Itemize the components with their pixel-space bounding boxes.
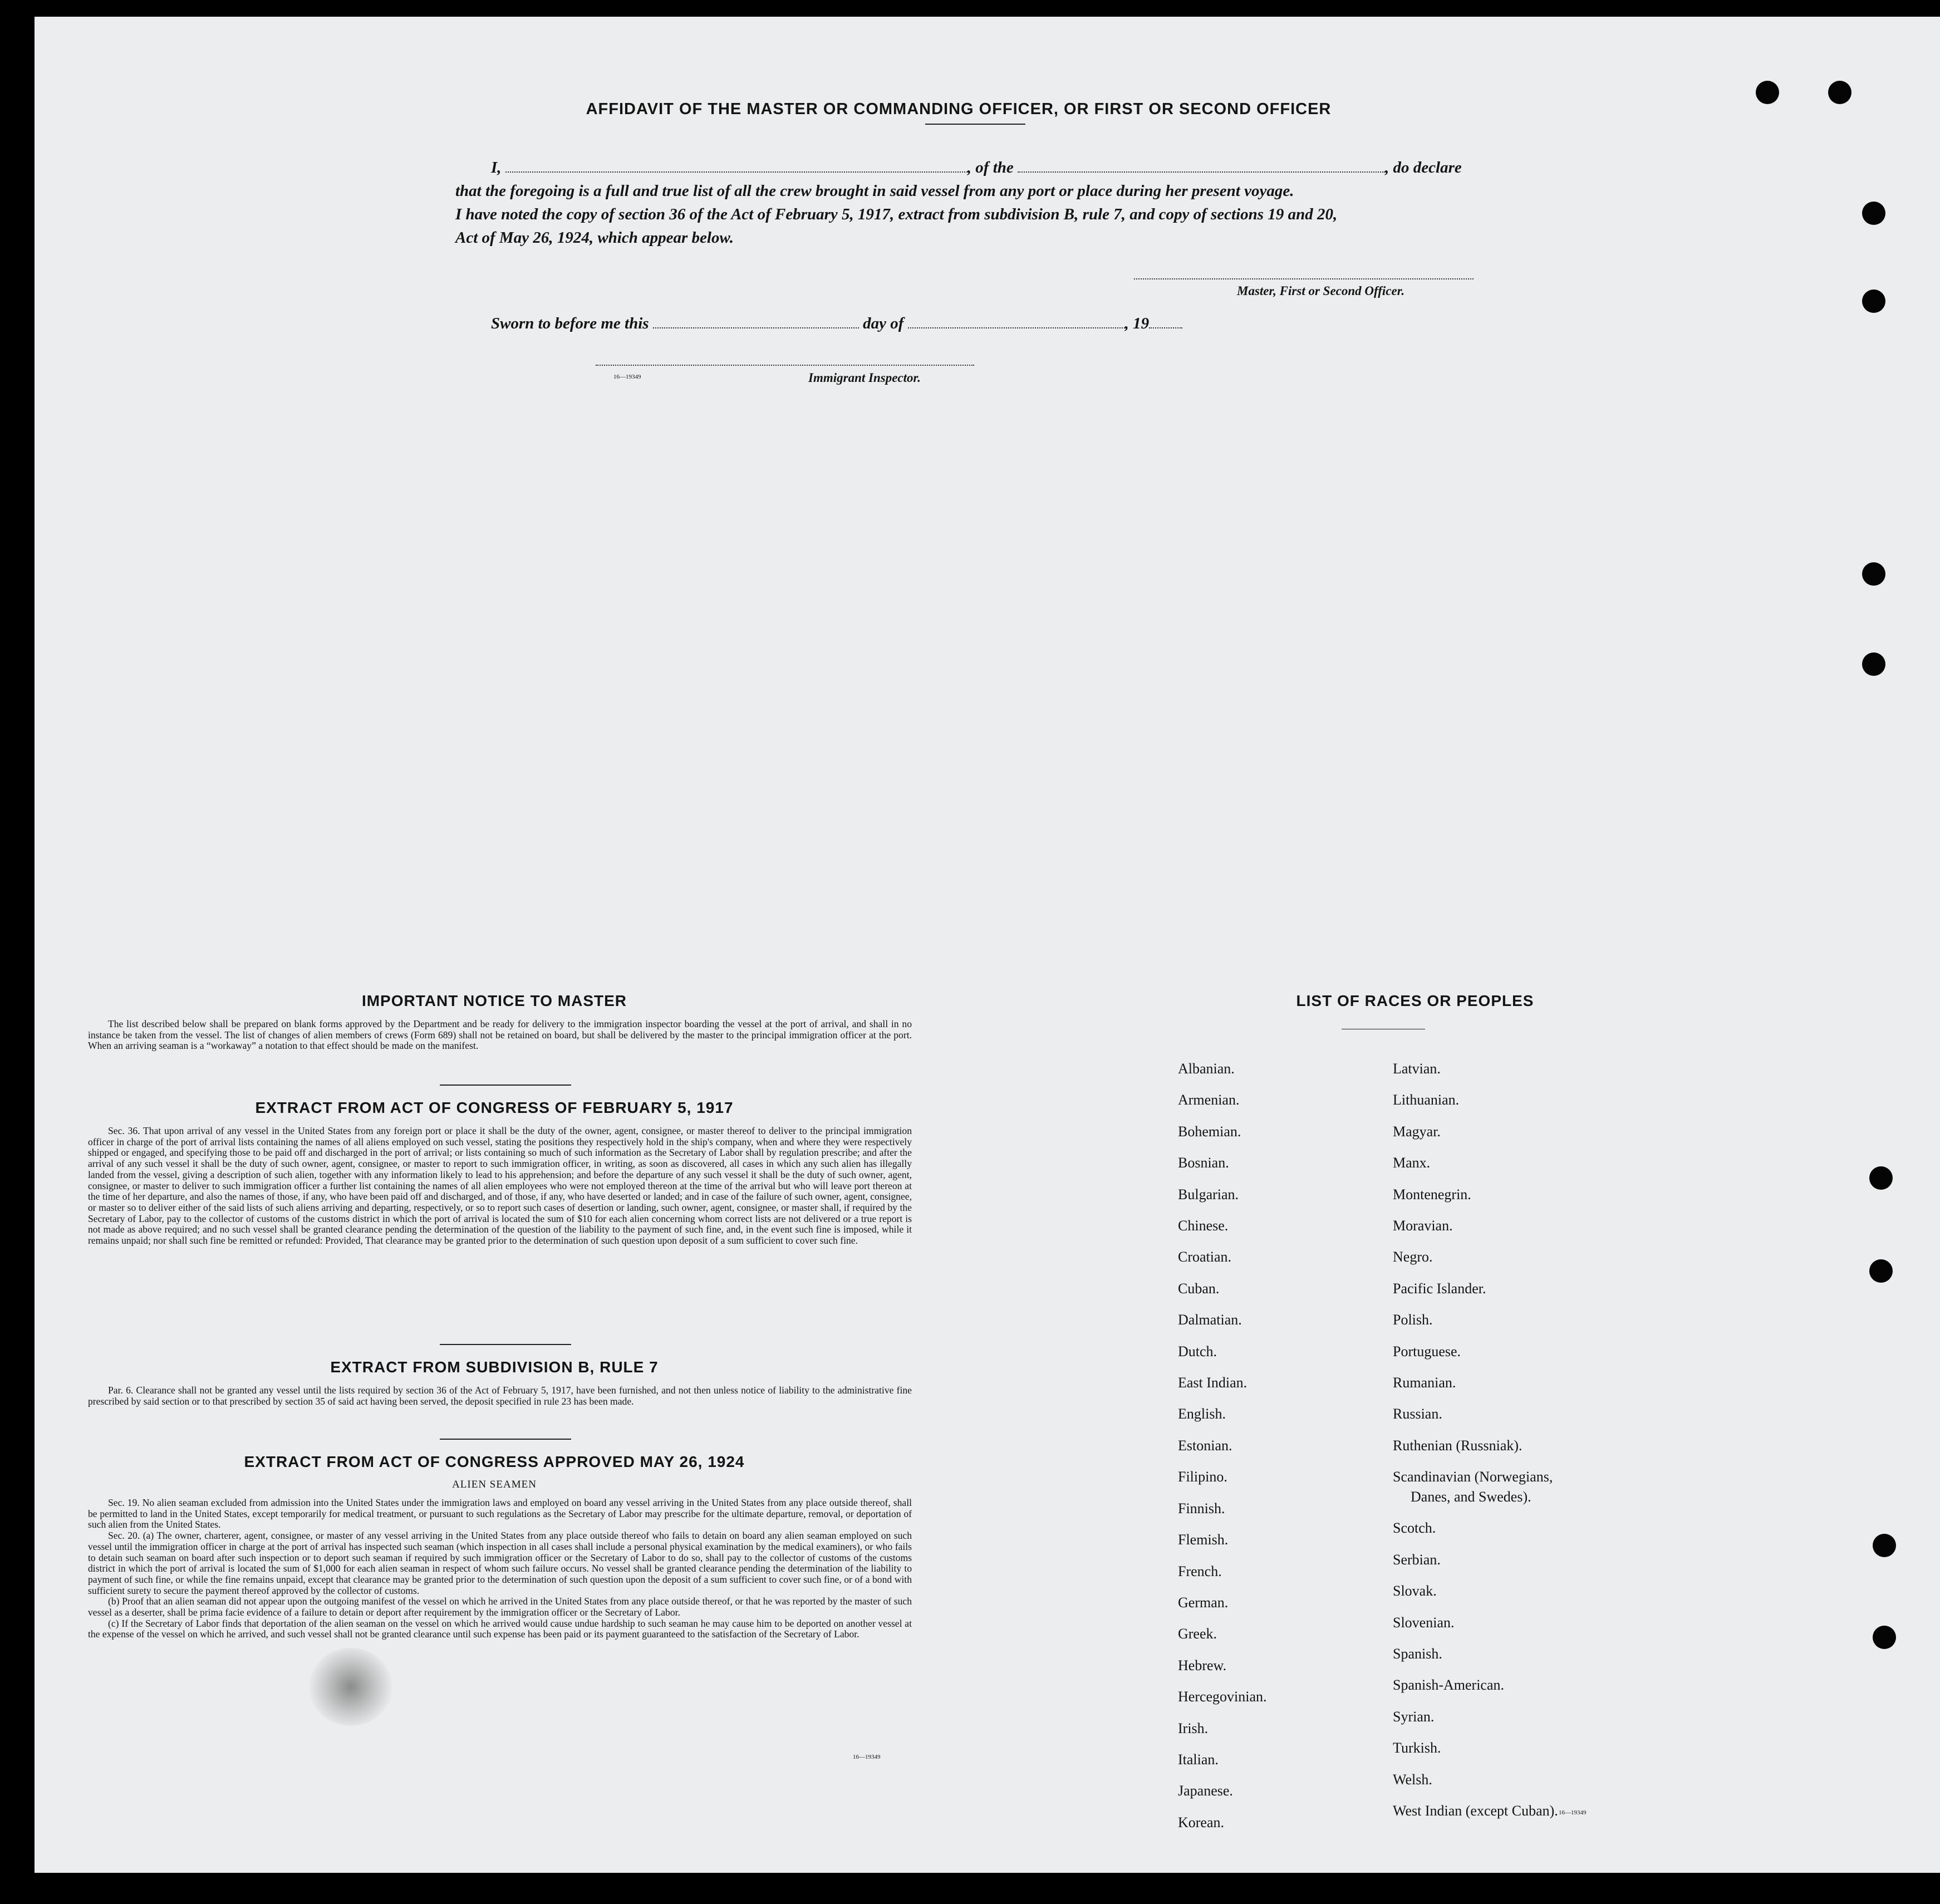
race-item: Flemish. xyxy=(1178,1532,1229,1548)
affidavit-title: AFFIDAVIT OF THE MASTER OR COMMANDING OFFICER, OR FIRST OR SECOND OFFICER xyxy=(586,100,1332,118)
extract3-title: EXTRACT FROM ACT OF CONGRESS APPROVED MAY 26, 1924 xyxy=(244,1453,745,1470)
race-item: Japanese. xyxy=(1178,1783,1233,1799)
race-item: Polish. xyxy=(1393,1312,1433,1328)
race-item: Chinese. xyxy=(1178,1218,1229,1234)
punch-hole xyxy=(1869,1259,1893,1283)
notice-text xyxy=(88,1019,912,1052)
race-item: Bulgarian. xyxy=(1178,1186,1239,1203)
extract3-paragraph: Sec. 20. (a) The owner, charterer, agent, consignee, or master of any vessel arriving in the United States from any place outside thereof who fails to detain on board any alien seaman employed on such vessel until the immigration officer in charge at the port of arrival has inspected such seaman (which inspection in all cases shall include a personal physical examination by the medical examiners), or who fails to detain such seaman on board after such inspection or to deport such seaman if required by such immigration officer or the Secretary of Labor to do so, shall pay to the collector of customs of the customs district in which the port of arrival is located the sum of $1,000 for each alien seaman in respect of whom such failure occurs. No vessel shall be granted clearance pending the determination of the liability to payment of such fine, or while the fine remains unpaid, except that clearance may be granted prior to the determination of such question upon the deposit of a sum sufficient to cover such fine, or of a bond with sufficient surety to secure the payment thereof approved by the collector of customs. xyxy=(88,1530,912,1596)
race-item: Hebrew. xyxy=(1178,1657,1227,1674)
section-rule-3 xyxy=(440,1439,571,1440)
race-item: Bosnian. xyxy=(1178,1155,1229,1171)
race-item: Filipino. xyxy=(1178,1469,1227,1485)
race-item: West Indian (except Cuban). xyxy=(1393,1802,1558,1819)
extract1-text xyxy=(88,1126,912,1247)
affidavit-line2: that the foregoing is a full and true list of all the crew brought in said vessel from any port or place during her present voyage. xyxy=(455,182,1294,200)
extract3-paragraph: Sec. 19. No alien seaman excluded from admission into the United States under the immigration laws and employed on board any vessel arriving in the United States from any place outside thereof, shall be permitted to land in the United States, except temporarily for medical treatment, or pursuant to such regulations as the Secretary of Labor may prescribe for the ultimate departure, removal, or deportation of such alien from the United States. xyxy=(88,1497,912,1530)
race-item: Greek. xyxy=(1178,1626,1217,1642)
inspector-line xyxy=(596,365,974,366)
race-item: Cuban. xyxy=(1178,1280,1220,1297)
year-blank xyxy=(1149,313,1182,328)
affidavit-form-number: 16—19349 xyxy=(613,374,641,380)
punch-hole xyxy=(1862,562,1885,586)
affidavit-i: I, xyxy=(491,159,502,176)
of-the-text: , of the xyxy=(967,159,1014,176)
extract2-title: EXTRACT FROM SUBDIVISION B, RULE 7 xyxy=(330,1358,659,1376)
extract-form-number: 16—19349 xyxy=(853,1754,881,1760)
race-item: English. xyxy=(1178,1406,1226,1422)
name-blank xyxy=(505,157,967,173)
race-item: Moravian. xyxy=(1393,1218,1453,1234)
signature-label: Master, First or Second Officer. xyxy=(1237,284,1405,298)
race-item: Negro. xyxy=(1393,1249,1433,1265)
race-item: Slovak. xyxy=(1393,1583,1437,1599)
year-prefix: , 19 xyxy=(1124,315,1150,332)
extract1-title: EXTRACT FROM ACT OF CONGRESS OF FEBRUARY 5, 1917 xyxy=(255,1099,734,1116)
inspector-label: Immigrant Inspector. xyxy=(808,371,921,385)
punch-hole xyxy=(1873,1626,1896,1649)
race-item: Portuguese. xyxy=(1393,1343,1461,1360)
race-item: German. xyxy=(1178,1594,1229,1611)
notice-paragraph: The list described below shall be prepared on blank forms approved by the Department and be ready for delivery to the immigration inspector boarding the vessel at the port of arrival, and shall in no instance be taken from the vessel. The list of changes of alien members of crews (Form 689) shall not be retained on board, but shall be delivered by the master to the principal immigration officer at the port. When an arriving seaman is a “workaway” a notation to that effect should be made on the manifest. xyxy=(88,1018,912,1052)
punch-hole xyxy=(1828,81,1851,104)
race-item: Slovenian. xyxy=(1393,1614,1455,1631)
race-item: Armenian. xyxy=(1178,1092,1240,1108)
race-item: Russian. xyxy=(1393,1406,1442,1422)
race-item: Hercegovinian. xyxy=(1178,1689,1267,1705)
race-item: Magyar. xyxy=(1393,1123,1441,1140)
race-item: Irish. xyxy=(1178,1720,1209,1736)
race-item: Spanish. xyxy=(1393,1645,1442,1662)
race-item: Syrian. xyxy=(1393,1708,1435,1725)
race-item: French. xyxy=(1178,1563,1222,1579)
punch-hole xyxy=(1756,81,1779,104)
sworn-day-blank xyxy=(653,313,859,328)
extract3-paragraph: (c) If the Secretary of Labor finds that deportation of the alien seaman on the vessel on which he arrived would cause undue hardship to such seaman he may cause him to be deported on another vessel at the expense of the vessel on which he arrived, and such vessel shall not be granted clearance until such expense has been paid or its payment guaranteed to the satisfaction of the Secretary of Labor. xyxy=(88,1617,912,1640)
section-rule-1 xyxy=(440,1085,571,1086)
race-item: Dutch. xyxy=(1178,1343,1217,1360)
ink-smudge xyxy=(309,1648,392,1726)
race-item: East Indian. xyxy=(1178,1375,1248,1391)
race-item: Lithuanian. xyxy=(1393,1092,1460,1108)
document-page xyxy=(35,17,1940,1873)
race-item: Pacific Islander. xyxy=(1393,1280,1486,1297)
race-item: Welsh. xyxy=(1393,1771,1432,1788)
race-item: Italian. xyxy=(1178,1751,1219,1768)
race-item: Korean. xyxy=(1178,1814,1225,1831)
extract3-paragraph: (b) Proof that an alien seaman did not appear upon the outgoing manifest of the vessel on which he arrived in the United States from any place outside thereof, or that he was reported by the master of such vessel as a deserter, shall be prima facie evidence of a failure to detain or deport after requirement by the immigration officer or the Secretary of Labor. xyxy=(88,1596,912,1618)
punch-hole xyxy=(1862,652,1885,676)
race-item: Montenegrin. xyxy=(1393,1186,1471,1203)
race-item: Bohemian. xyxy=(1178,1123,1241,1140)
race-item: Spanish-American. xyxy=(1393,1677,1505,1694)
race-item: Finnish. xyxy=(1178,1500,1225,1517)
punch-hole xyxy=(1869,1166,1893,1190)
race-item: Croatian. xyxy=(1178,1249,1232,1265)
extract2-paragraph: Par. 6. Clearance shall not be granted any vessel until the lists required by section 36 of the Act of February 5, 1917, have been furnished, and not then unless notice of liability to the administrative fine prescribed by said section or to that prescribed by section 35 of said act having been served, the deposit specified in rule 23 has been made. xyxy=(88,1385,912,1407)
race-item: Ruthenian (Russniak). xyxy=(1393,1437,1522,1454)
affidavit-line4: Act of May 26, 1924, which appear below. xyxy=(455,229,734,247)
races-column-2 xyxy=(1393,1053,1558,1827)
extract3-text xyxy=(88,1498,912,1640)
extract1-paragraph: Sec. 36. That upon arrival of any vessel in the United States from any foreign port or place it shall be the duty of the owner, agent, consignee, or master thereof to deliver to the principal immigration officer in charge of the port of arrival lists containing the names of all aliens employed on such vessel, stating the positions they respectively hold in the ship's company, when and where they were respectively shipped or engaged, and specifying those to be paid off and discharged in the port of arrival; or lists containing so much of such information as the Secretary of Labor shall by regulation prescribe; and after the arrival of any such vessel it shall be the duty of such owner, agent, consignee, or master to report to such immigration officer, in writing, as soon as discovered, all cases in which any such alien has illegally landed from the vessel, giving a description of such alien, together with any information likely to lead to his apprehension; and before the departure of any such vessel it shall be the duty of such owner, agent, consignee, or master to deliver to such immigration officer a further list containing the names of all alien employees who were not employed thereon at the time of the arrival but who will leave port thereon at the time of her departure, and also the names of those, if any, who have been paid off and discharged, and of those, if any, who have deserted or landed; and in case of the failure of such owner, agent, consignee, or master so to deliver either of the said lists of such aliens arriving and departing, respectively, or so to report such cases of desertion or landing, such owner, agent, consignee, or master shall, if required by the Secretary of Labor, pay to the collector of customs of the customs district in which the port of arrival is located the sum of $10 for each alien concerning whom correct lists are not delivered or a true report is not made as above required; and no such vessel shall be granted clearance pending the determination of the question of the liability to the payment of such fine, and, in the event such fine is imposed, while it remains unpaid; nor shall such fine be remitted or refunded: Provided, That clearance may be granted prior to the determination of such question upon deposit of a sum sufficient to cover such fine. xyxy=(88,1125,912,1247)
race-item: Turkish. xyxy=(1393,1740,1441,1756)
section-rule-2 xyxy=(440,1344,571,1345)
race-item: Latvian. xyxy=(1393,1061,1441,1077)
race-item: Albanian. xyxy=(1178,1061,1235,1077)
races-title: LIST OF RACES OR PEOPLES xyxy=(1296,992,1534,1009)
affidavit-line3: I have noted the copy of section 36 of the Act of February 5, 1917, extract from subdivision B, rule 7, and copy of sections 19 and 20, xyxy=(455,205,1338,223)
signature-line xyxy=(1134,278,1474,279)
day-of-text: day of xyxy=(863,315,904,332)
sworn-line xyxy=(491,312,1182,335)
notice-title: IMPORTANT NOTICE TO MASTER xyxy=(361,992,627,1009)
punch-hole xyxy=(1862,289,1885,313)
race-item: Dalmatian. xyxy=(1178,1312,1242,1328)
races-column-1 xyxy=(1178,1053,1267,1838)
race-item: Serbian. xyxy=(1393,1551,1441,1568)
race-item: Rumanian. xyxy=(1393,1375,1456,1391)
vessel-blank xyxy=(1018,157,1385,173)
declare-text: , do declare xyxy=(1385,159,1462,176)
title-rule xyxy=(925,124,1025,125)
affidavit-line1 xyxy=(491,156,1462,179)
race-item: Estonian. xyxy=(1178,1437,1232,1454)
race-item: Manx. xyxy=(1393,1155,1431,1171)
race-item: Scotch. xyxy=(1393,1520,1436,1537)
race-item: Danes, and Swedes). xyxy=(1411,1489,1531,1505)
punch-hole xyxy=(1873,1534,1896,1557)
extract3-subtitle: ALIEN SEAMEN xyxy=(452,1479,537,1490)
sworn-text: Sworn to before me this xyxy=(491,315,649,332)
extract2-text xyxy=(88,1385,912,1407)
sworn-month-blank xyxy=(908,313,1125,328)
punch-hole xyxy=(1862,202,1885,225)
races-form-number: 16—19349 xyxy=(1559,1809,1587,1816)
race-item: Scandinavian (Norwegians, xyxy=(1393,1469,1553,1485)
